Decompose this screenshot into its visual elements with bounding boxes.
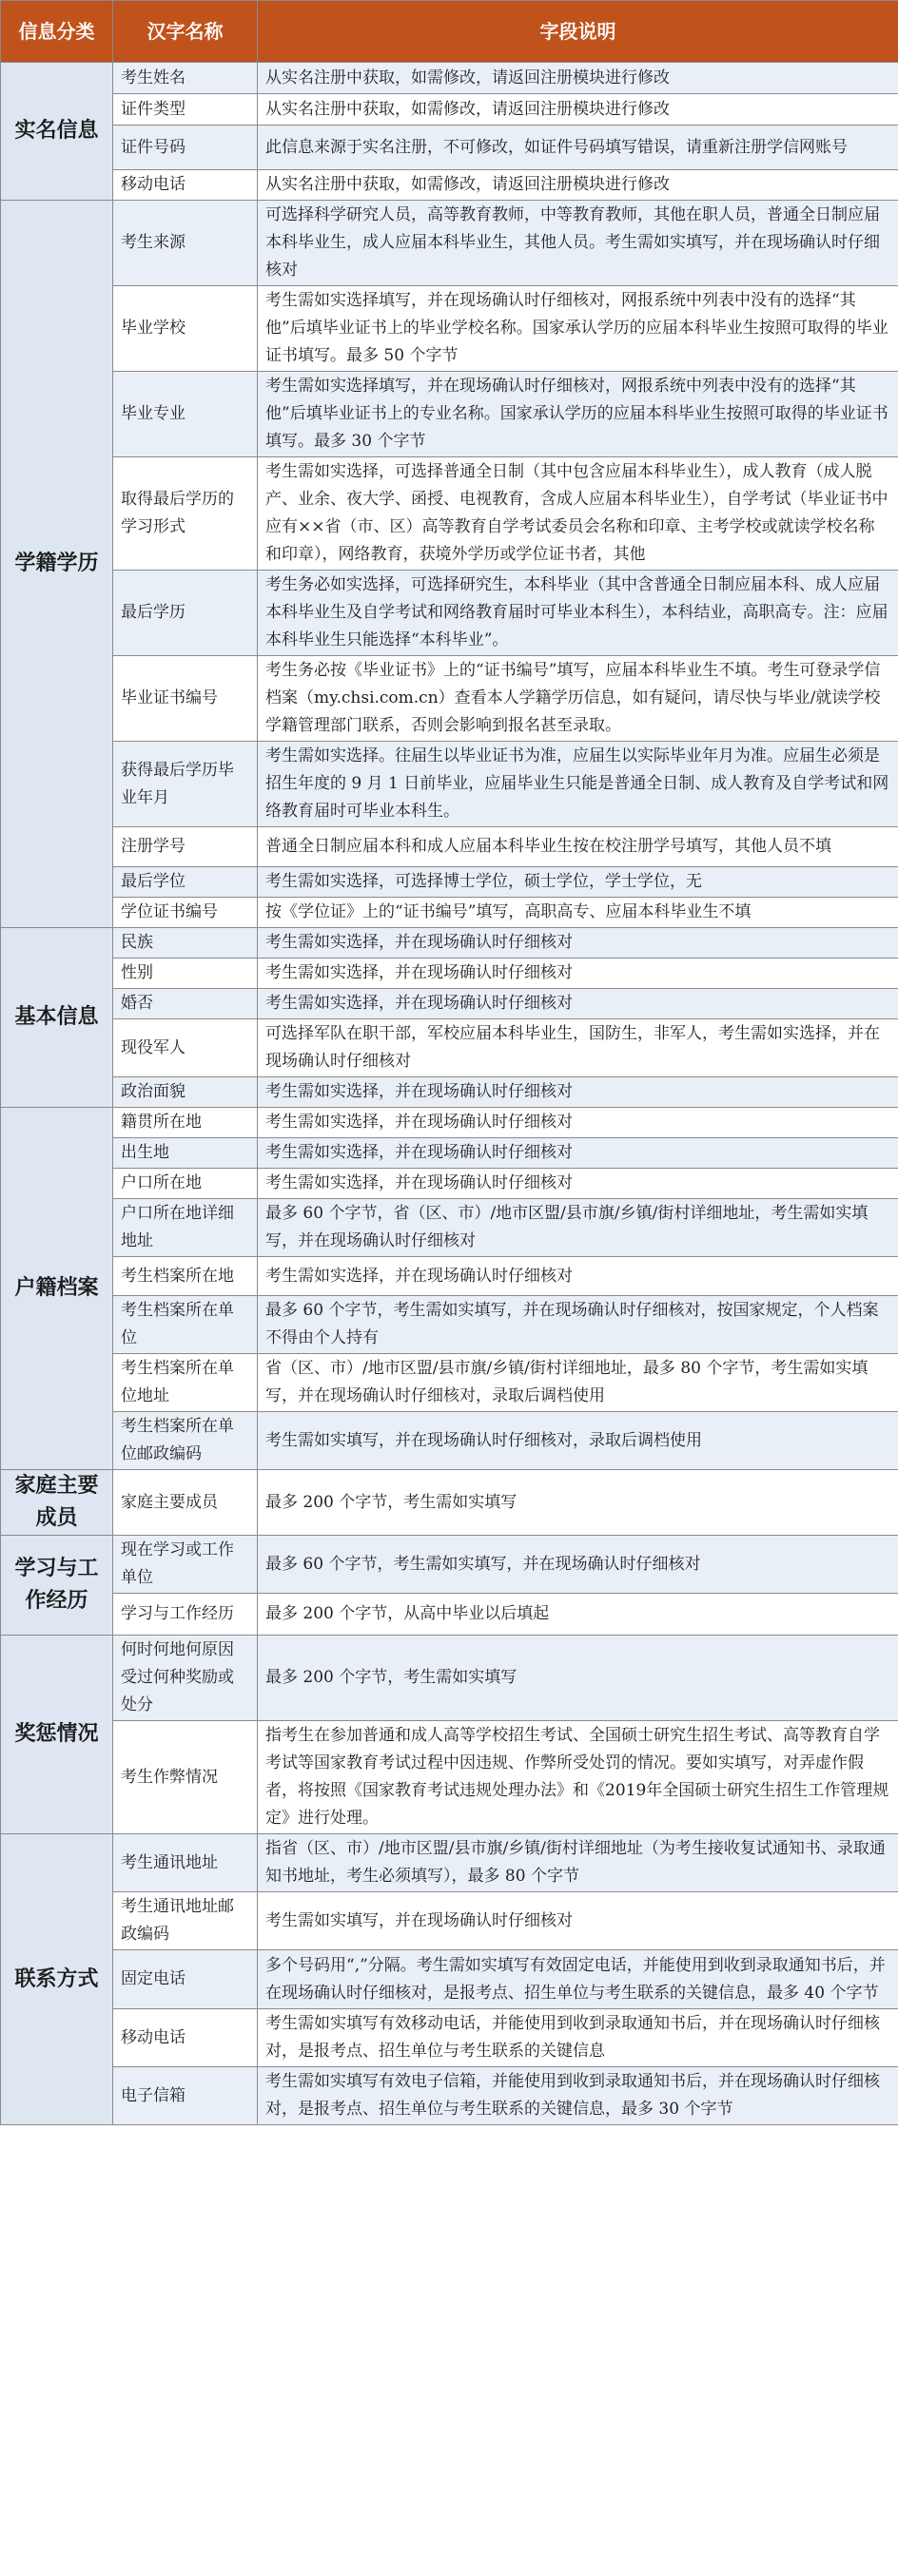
field-description-cell: 考生务必如实选择，可选择研究生，本科毕业（其中含普通全日制应届本科、成人应届本科毕业生及自学考试和网络教育届时可毕业本科生），本科结业，高职高专。注：应届本科毕业生只能选择“本科毕业”。 bbox=[258, 571, 898, 656]
field-name-cell: 考生档案所在地 bbox=[113, 1257, 258, 1296]
field-description-cell: 考生需如实选择，并在现场确认时仔细核对 bbox=[258, 1108, 898, 1138]
table-row bbox=[1, 1296, 898, 1354]
field-name-cell: 考生通讯地址 bbox=[113, 1834, 258, 1892]
field-description-cell: 考生需如实选择，并在现场确认时仔细核对 bbox=[258, 1169, 898, 1199]
field-name-cell: 移动电话 bbox=[113, 2009, 258, 2067]
field-description-cell: 考生需如实选择。往届生以毕业证书为准，应届生以实际毕业年月为准。应届生必须是招生年度的 9 月 1 日前毕业，应届毕业生只能是普通全日制、成人教育及自学考试和网络教育届时可毕业本科生。 bbox=[258, 742, 898, 827]
table-row bbox=[1, 827, 898, 867]
field-name-cell: 现在学习或工作单位 bbox=[113, 1536, 258, 1594]
table-row bbox=[1, 867, 898, 898]
field-description-cell: 考生需如实选择，可选择博士学位，硕士学位，学士学位，无 bbox=[258, 867, 898, 898]
field-description-cell: 指考生在参加普通和成人高等学校招生考试、全国硕士研究生招生考试、高等教育自学考试等国家教育考试过程中因违规、作弊所受处罚的情况。要如实填写，对弄虚作假者，将按照《国家教育考试违规处理办法》和《2019年全国硕士研究生招生工作管理规定》进行处理。 bbox=[258, 1721, 898, 1834]
header-description: 字段说明 bbox=[258, 1, 898, 63]
field-name-cell: 政治面貌 bbox=[113, 1077, 258, 1108]
field-description-cell: 最多 200 个字节，考生需如实填写 bbox=[258, 1470, 898, 1536]
table-row bbox=[1, 898, 898, 928]
field-name-cell: 证件号码 bbox=[113, 126, 258, 170]
field-name-cell: 取得最后学历的学习形式 bbox=[113, 457, 258, 571]
field-name-cell: 民族 bbox=[113, 928, 258, 959]
field-name-cell: 现役军人 bbox=[113, 1019, 258, 1077]
table-row bbox=[1, 1199, 898, 1257]
field-description-cell: 从实名注册中获取，如需修改，请返回注册模块进行修改 bbox=[258, 94, 898, 126]
field-description-cell: 可选择科学研究人员，高等教育教师，中等教育教师，其他在职人员，普通全日制应届本科毕业生，成人应届本科毕业生，其他人员。考生需如实填写，并在现场确认时仔细核对 bbox=[258, 201, 898, 286]
field-name-cell: 考生档案所在单位地址 bbox=[113, 1354, 258, 1412]
category-cell: 户籍档案 bbox=[1, 1108, 113, 1470]
table-row bbox=[1, 457, 898, 571]
field-name-cell: 考生档案所在单位邮政编码 bbox=[113, 1412, 258, 1470]
field-description-cell: 考生需如实选择，并在现场确认时仔细核对 bbox=[258, 928, 898, 959]
table-row bbox=[1, 1470, 898, 1536]
table-row bbox=[1, 286, 898, 372]
field-name-cell: 考生来源 bbox=[113, 201, 258, 286]
table-row bbox=[1, 989, 898, 1019]
table-row bbox=[1, 1108, 898, 1138]
field-description-cell: 考生需如实选择，并在现场确认时仔细核对 bbox=[258, 1138, 898, 1169]
table-row bbox=[1, 1721, 898, 1834]
table-row bbox=[1, 126, 898, 170]
field-description-cell: 考生务必按《毕业证书》上的“证书编号”填写，应届本科毕业生不填。考生可登录学信档案（my.chsi.com.cn）查看本人学籍学历信息，如有疑问，请尽快与毕业/就读学校学籍管理部门联系，否则会影响到报名甚至录取。 bbox=[258, 656, 898, 742]
field-description-cell: 考生需如实选择，并在现场确认时仔细核对 bbox=[258, 1077, 898, 1108]
field-description-cell: 考生需如实填写，并在现场确认时仔细核对，录取后调档使用 bbox=[258, 1412, 898, 1470]
field-description-cell: 最多 60 个字节，考生需如实填写，并在现场确认时仔细核对，按国家规定，个人档案不得由个人持有 bbox=[258, 1296, 898, 1354]
field-name-cell: 出生地 bbox=[113, 1138, 258, 1169]
table-row bbox=[1, 1412, 898, 1470]
field-name-cell: 毕业专业 bbox=[113, 372, 258, 457]
field-name-cell: 考生通讯地址邮政编码 bbox=[113, 1892, 258, 1950]
table-row bbox=[1, 170, 898, 201]
field-name-cell: 获得最后学历毕业年月 bbox=[113, 742, 258, 827]
field-name-cell: 性别 bbox=[113, 959, 258, 989]
table-row bbox=[1, 2067, 898, 2125]
table-row bbox=[1, 201, 898, 286]
field-description-cell: 最多 200 个字节，考生需如实填写 bbox=[258, 1636, 898, 1721]
table-row bbox=[1, 63, 898, 94]
field-name-cell: 考生档案所在单位 bbox=[113, 1296, 258, 1354]
table-row bbox=[1, 1169, 898, 1199]
table-row bbox=[1, 1354, 898, 1412]
field-description-cell: 指省（区、市）/地市区盟/县市旗/乡镇/街村详细地址（为考生接收复试通知书、录取通知书地址，考生必须填写），最多 80 个字节 bbox=[258, 1834, 898, 1892]
table-row bbox=[1, 656, 898, 742]
field-description-cell: 考生需如实填写有效移动电话，并能使用到收到录取通知书后，并在现场确认时仔细核对，是报考点、招生单位与考生联系的关键信息 bbox=[258, 2009, 898, 2067]
table-row bbox=[1, 1138, 898, 1169]
field-description-cell: 多个号码用“,”分隔。考生需如实填写有效固定电话，并能使用到收到录取通知书后，并在现场确认时仔细核对，是报考点、招生单位与考生联系的关键信息，最多 40 个字节 bbox=[258, 1950, 898, 2009]
header-category: 信息分类 bbox=[1, 1, 113, 63]
field-description-cell: 考生需如实选择填写，并在现场确认时仔细核对，网报系统中列表中没有的选择“其他”后填毕业证书上的毕业学校名称。国家承认学历的应届本科毕业生按照可取得的毕业证书填写。最多 50 个字节 bbox=[258, 286, 898, 372]
field-description-cell: 考生需如实选择，并在现场确认时仔细核对 bbox=[258, 959, 898, 989]
field-name-cell: 户口所在地详细地址 bbox=[113, 1199, 258, 1257]
table-row bbox=[1, 1019, 898, 1077]
field-description-cell: 考生需如实选择填写，并在现场确认时仔细核对，网报系统中列表中没有的选择“其他”后填毕业证书上的专业名称。国家承认学历的应届本科毕业生按照可取得的毕业证书填写。最多 30 个字节 bbox=[258, 372, 898, 457]
field-name-cell: 电子信箱 bbox=[113, 2067, 258, 2125]
category-cell: 家庭主要成员 bbox=[1, 1470, 113, 1536]
table-row bbox=[1, 1257, 898, 1296]
category-cell: 联系方式 bbox=[1, 1834, 113, 2125]
field-name-cell: 固定电话 bbox=[113, 1950, 258, 2009]
field-name-cell: 毕业学校 bbox=[113, 286, 258, 372]
field-description-cell: 从实名注册中获取，如需修改，请返回注册模块进行修改 bbox=[258, 170, 898, 201]
field-name-cell: 考生姓名 bbox=[113, 63, 258, 94]
field-description-cell: 此信息来源于实名注册，不可修改，如证件号码填写错误，请重新注册学信网账号 bbox=[258, 126, 898, 170]
field-description-cell: 考生需如实选择，并在现场确认时仔细核对 bbox=[258, 1257, 898, 1296]
field-name-cell: 毕业证书编号 bbox=[113, 656, 258, 742]
field-name-cell: 移动电话 bbox=[113, 170, 258, 201]
category-cell: 基本信息 bbox=[1, 928, 113, 1108]
field-description-cell: 考生需如实填写有效电子信箱，并能使用到收到录取通知书后，并在现场确认时仔细核对，是报考点、招生单位与考生联系的关键信息，最多 30 个字节 bbox=[258, 2067, 898, 2125]
field-name-cell: 最后学位 bbox=[113, 867, 258, 898]
field-description-cell: 最多 60 个字节，省（区、市）/地市区盟/县市旗/乡镇/街村详细地址，考生需如实填写，并在现场确认时仔细核对 bbox=[258, 1199, 898, 1257]
field-name-cell: 证件类型 bbox=[113, 94, 258, 126]
category-cell: 奖惩情况 bbox=[1, 1636, 113, 1834]
table-row bbox=[1, 959, 898, 989]
category-cell: 实名信息 bbox=[1, 63, 113, 201]
table-row bbox=[1, 1950, 898, 2009]
field-description-cell: 普通全日制应届本科和成人应届本科毕业生按在校注册学号填写，其他人员不填 bbox=[258, 827, 898, 867]
table-row bbox=[1, 928, 898, 959]
field-name-cell: 最后学历 bbox=[113, 571, 258, 656]
table-row bbox=[1, 1536, 898, 1594]
table-header-row bbox=[1, 1, 898, 63]
field-description-cell: 最多 60 个字节，考生需如实填写，并在现场确认时仔细核对 bbox=[258, 1536, 898, 1594]
table-row bbox=[1, 2009, 898, 2067]
field-description-cell: 考生需如实填写，并在现场确认时仔细核对 bbox=[258, 1892, 898, 1950]
table-row bbox=[1, 1834, 898, 1892]
table-row bbox=[1, 742, 898, 827]
table-row bbox=[1, 1636, 898, 1721]
table-row bbox=[1, 571, 898, 656]
table-row bbox=[1, 1892, 898, 1950]
field-description-cell: 考生需如实选择，可选择普通全日制（其中包含应届本科毕业生），成人教育（成人脱产、业余、夜大学、函授、电视教育，含成人应届本科毕业生），自学考试（毕业证书中应有××省（市、区）高等教育自学考试委员会名称和印章、主考学校或就读学校名称和印章），网络教育，获境外学历或学位证书者，其他 bbox=[258, 457, 898, 571]
field-description-cell: 考生需如实选择，并在现场确认时仔细核对 bbox=[258, 989, 898, 1019]
field-name-cell: 籍贯所在地 bbox=[113, 1108, 258, 1138]
table-row bbox=[1, 1594, 898, 1636]
table-row bbox=[1, 1077, 898, 1108]
field-name-cell: 家庭主要成员 bbox=[113, 1470, 258, 1536]
category-cell: 学籍学历 bbox=[1, 201, 113, 928]
field-description-cell: 省（区、市）/地市区盟/县市旗/乡镇/街村详细地址，最多 80 个字节，考生需如实填写，并在现场确认时仔细核对，录取后调档使用 bbox=[258, 1354, 898, 1412]
field-name-cell: 注册学号 bbox=[113, 827, 258, 867]
header-name: 汉字名称 bbox=[113, 1, 258, 63]
field-name-cell: 婚否 bbox=[113, 989, 258, 1019]
table-row bbox=[1, 372, 898, 457]
field-name-cell: 学位证书编号 bbox=[113, 898, 258, 928]
field-description-cell: 按《学位证》上的“证书编号”填写，高职高专、应届本科毕业生不填 bbox=[258, 898, 898, 928]
table-row bbox=[1, 94, 898, 126]
field-name-cell: 何时何地何原因受过何种奖励或处分 bbox=[113, 1636, 258, 1721]
field-description-cell: 可选择军队在职干部，军校应届本科毕业生，国防生，非军人，考生需如实选择，并在现场确认时仔细核对 bbox=[258, 1019, 898, 1077]
field-name-cell: 学习与工作经历 bbox=[113, 1594, 258, 1636]
field-description-cell: 从实名注册中获取，如需修改，请返回注册模块进行修改 bbox=[258, 63, 898, 94]
field-description-cell: 最多 200 个字节，从高中毕业以后填起 bbox=[258, 1594, 898, 1636]
field-name-cell: 考生作弊情况 bbox=[113, 1721, 258, 1834]
category-cell: 学习与工作经历 bbox=[1, 1536, 113, 1636]
field-name-cell: 户口所在地 bbox=[113, 1169, 258, 1199]
